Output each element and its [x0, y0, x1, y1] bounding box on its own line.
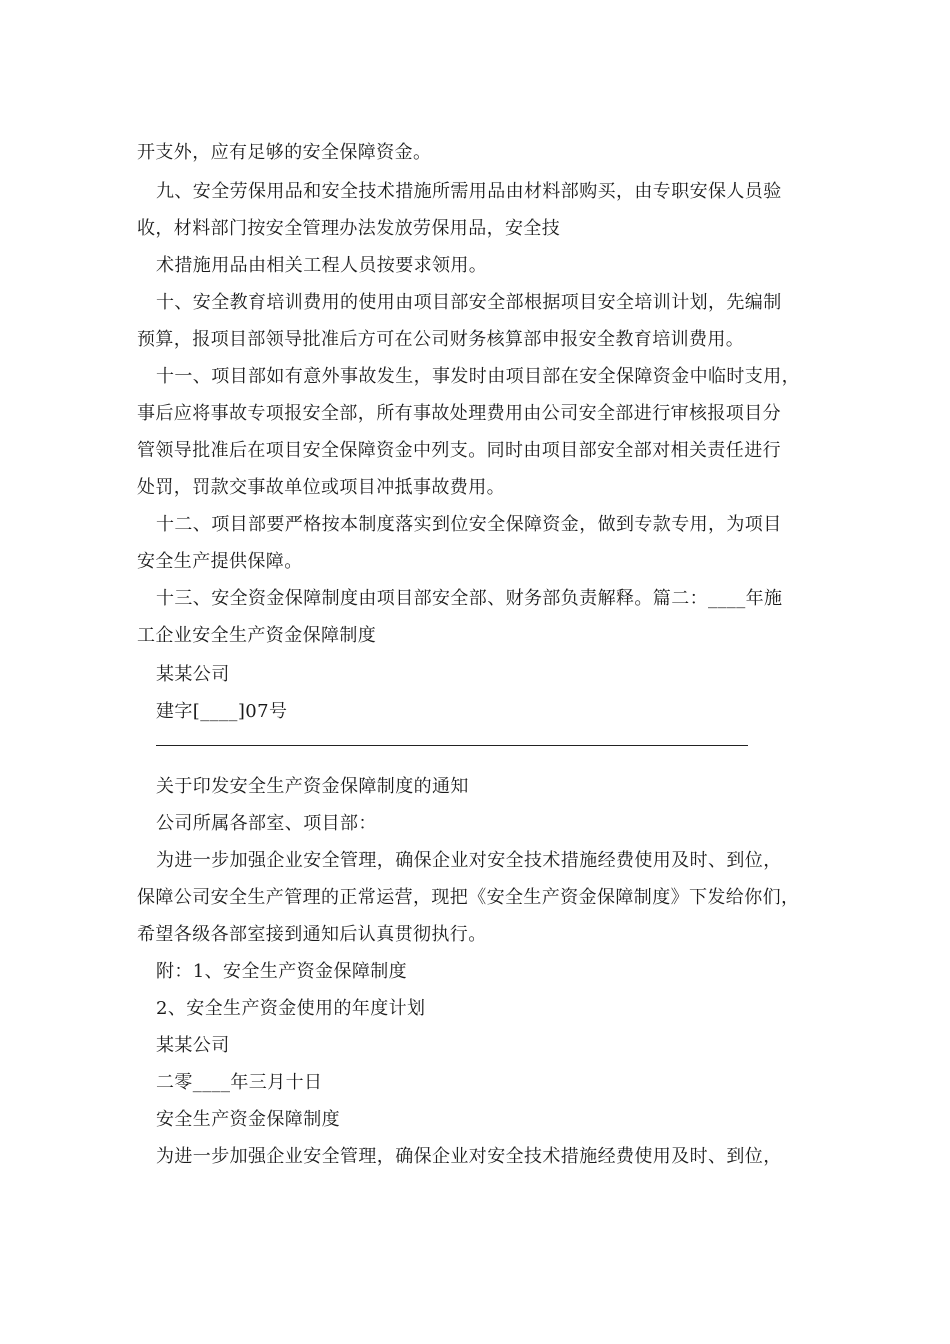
paragraph-line: 工企业安全生产资金保障制度	[137, 625, 377, 646]
addressee: 公司所属各部室、项目部：	[156, 813, 377, 834]
paragraph-line: 预算，报项目部领导批准后方可在公司财务核算部申报安全教育培训费用。	[137, 329, 745, 350]
notice-title: 关于印发安全生产资金保障制度的通知	[156, 776, 469, 797]
paragraph-line: 为进一步加强企业安全管理，确保企业对安全技术措施经费使用及时、到位，	[156, 1146, 782, 1167]
paragraph-line: 十三、安全资金保障制度由项目部安全部、财务部负责解释。篇二：____年施	[156, 588, 783, 609]
attachment-line: 附：1、安全生产资金保障制度	[156, 961, 408, 982]
document-number: 建字[____]07号	[156, 701, 288, 722]
paragraph-line: 管领导批准后在项目安全保障资金中列支。同时由项目部安全部对相关责任进行	[137, 440, 781, 461]
paragraph-line: 开支外，应有足够的安全保障资金。	[137, 142, 432, 163]
separator-rule	[156, 745, 748, 746]
paragraph-line: 希望各级各部室接到通知后认真贯彻执行。	[137, 924, 487, 945]
signature-company: 某某公司	[156, 1035, 230, 1056]
attachment-line: 2、安全生产资金使用的年度计划	[156, 998, 426, 1019]
paragraph-line: 九、安全劳保用品和安全技术措施所需用品由材料部购买，由专职安保人员验	[156, 181, 782, 202]
paragraph-line: 为进一步加强企业安全管理，确保企业对安全技术措施经费使用及时、到位，	[156, 850, 782, 871]
paragraph-line: 安全生产提供保障。	[137, 551, 303, 572]
paragraph-line: 术措施用品由相关工程人员按要求领用。	[156, 255, 488, 276]
company-name: 某某公司	[156, 664, 230, 685]
paragraph-line: 收，材料部门按安全管理办法发放劳保用品，安全技	[137, 218, 561, 239]
paragraph-line: 十、安全教育培训费用的使用由项目部安全部根据项目安全培训计划，先编制	[156, 292, 782, 313]
signature-date: 二零____年三月十日	[156, 1072, 323, 1093]
paragraph-line: 十二、项目部要严格按本制度落实到位安全保障资金，做到专款专用，为项目	[156, 514, 782, 535]
section-title: 安全生产资金保障制度	[156, 1109, 340, 1130]
paragraph-line: 处罚，罚款交事故单位或项目冲抵事故费用。	[137, 477, 505, 498]
paragraph-line: 十一、项目部如有意外事故发生，事发时由项目部在安全保障资金中临时支用，	[156, 366, 800, 387]
paragraph-line: 保障公司安全生产管理的正常运营，现把《安全生产资金保障制度》下发给你们，	[137, 887, 800, 908]
paragraph-line: 事后应将事故专项报安全部，所有事故处理费用由公司安全部进行审核报项目分	[137, 403, 781, 424]
